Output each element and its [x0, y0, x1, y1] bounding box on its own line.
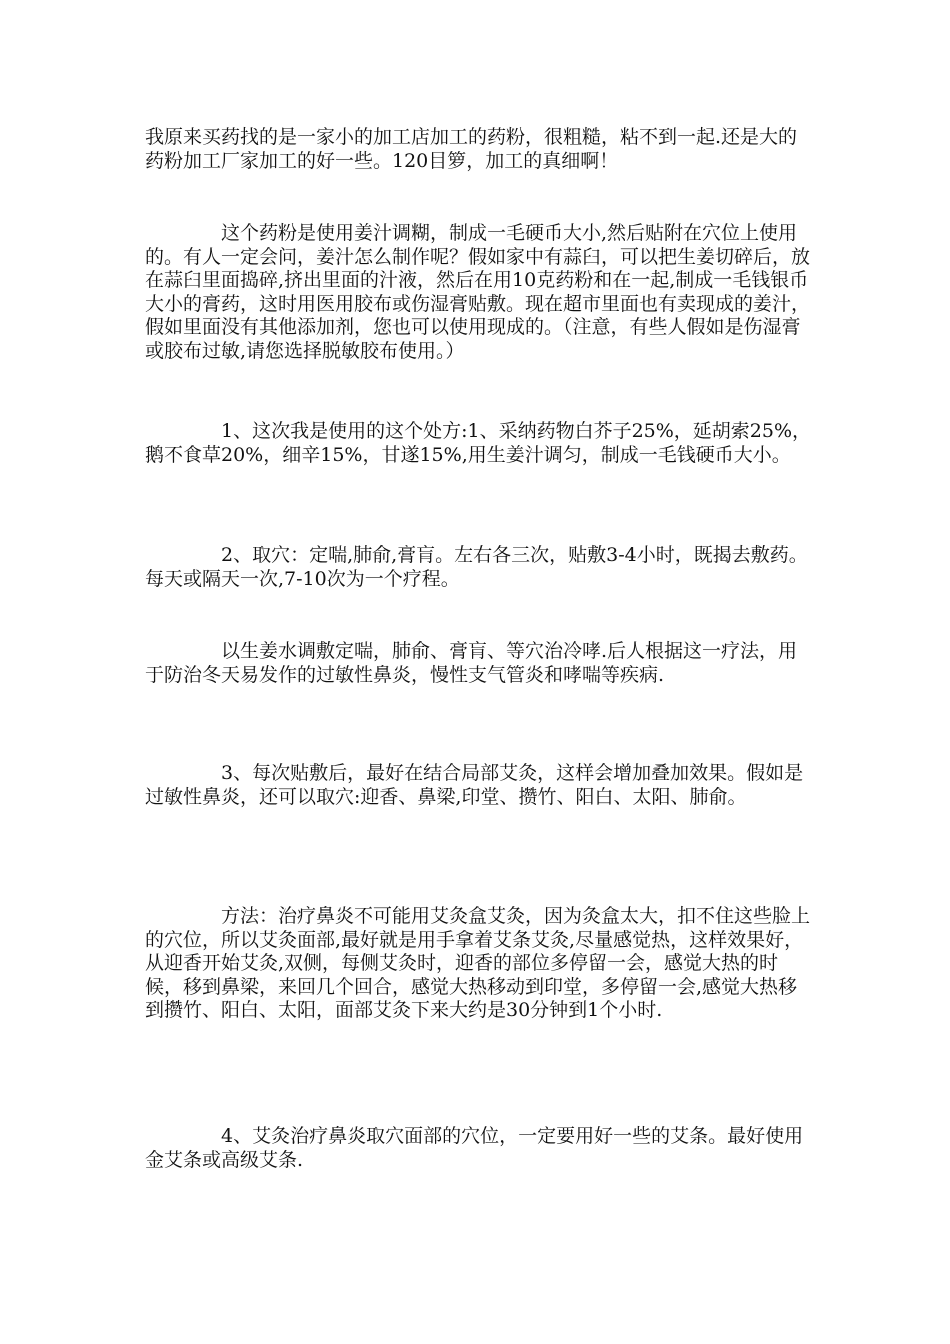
paragraph-background: 以生姜水调敷定喘，肺俞、膏肓、等穴治冷哮.后人根据这一疗法，用于防治冬天易发作的过敏性鼻炎，慢性支气管炎和哮喘等疾病.: [145, 640, 798, 686]
paragraph-step-2: 2、取穴：定喘,肺俞,膏肓。左右各三次，贴敷3-4小时，既揭去敷药。每天或隔天一次,7-10次为一个疗程。: [145, 544, 808, 590]
paragraph-intro: 我原来买药找的是一家小的加工店加工的药粉，很粗糙，粘不到一起.还是大的药粉加工厂家加工的好一些。120目箩，加工的真细啊！: [145, 126, 798, 172]
paragraph-method: 方法：治疗鼻炎不可能用艾灸盒艾灸，因为灸盒太大，扣不住这些脸上的穴位，所以艾灸面部,最好就是用手拿着艾条艾灸,尽量感觉热，这样效果好，从迎香开始艾灸,双侧，每侧艾灸时，迎香的部位多停留一会，感觉大热的时候，移到鼻梁，来回几个回合，感觉大热移动到印堂，多停留一会,感觉大热移到攒竹、阳白、太阳，面部艾灸下来大约是30分钟到1个小时.: [145, 905, 811, 1021]
paragraph-step-1: 1、这次我是使用的这个处方:1、采纳药物白芥子25%，延胡索25%，鹅不食草20%，细辛15%，甘遂15%,用生姜汁调匀，制成一毛钱硬币大小。: [145, 420, 812, 466]
paragraph-step-4: 4、艾灸治疗鼻炎取穴面部的穴位，一定要用好一些的艾条。最好使用金艾条或高级艾条.: [145, 1125, 804, 1171]
paragraph-preparation: 这个药粉是使用姜汁调糊，制成一毛硬币大小,然后贴附在穴位上使用的。有人一定会问，姜汁怎么制作呢？假如家中有蒜臼，可以把生姜切碎后，放在蒜臼里面捣碎,挤出里面的汁液，然后在用10克药粉和在一起,制成一毛钱银币大小的膏药，这时用医用胶布或伤湿膏贴敷。现在超市里面也有卖现成的姜汁，假如里面没有其他添加剂，您也可以使用现成的。（注意，有些人假如是伤湿膏或胶布过敏,请您选择脱敏胶布使用。）: [145, 222, 811, 362]
paragraph-step-3: 3、每次贴敷后，最好在结合局部艾灸，这样会增加叠加效果。假如是过敏性鼻炎，还可以取穴:迎香、鼻梁,印堂、攒竹、阳白、太阳、肺俞。: [145, 762, 804, 808]
